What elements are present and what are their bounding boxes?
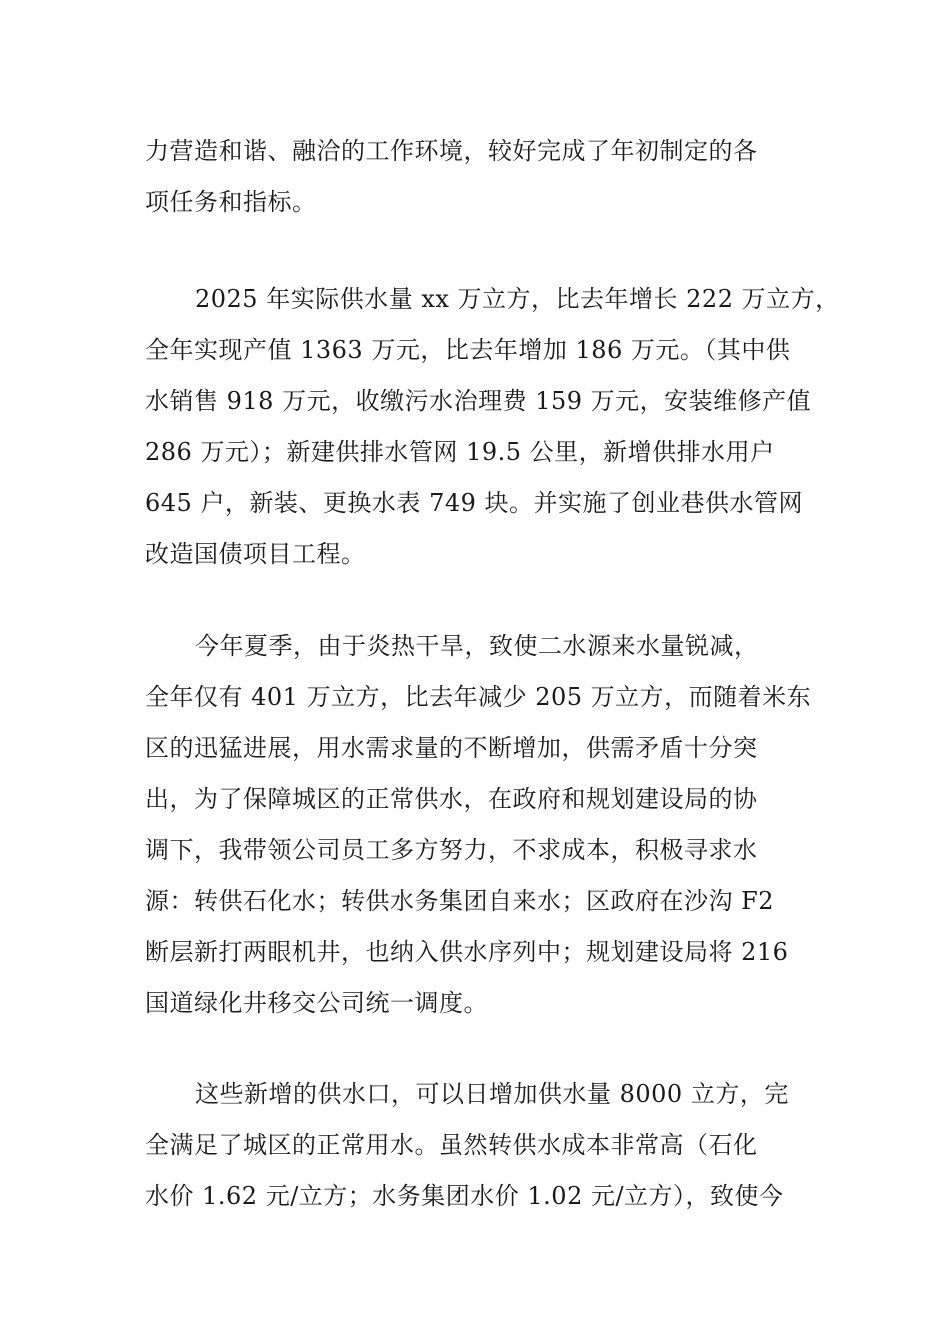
text-line-first: 2025 年实际供水量 xx 万立方，比去年增长 222 万立方， bbox=[195, 285, 840, 313]
text-line-first: 今年夏季，由于炎热干旱，致使二水源来水量锐减， bbox=[195, 632, 759, 660]
text-line: 645 户，新装、更换水表 749 块。并实施了创业巷供水管网 bbox=[145, 489, 804, 517]
text-line: 286 万元）；新建供排水管网 19.5 公里，新增供排水用户 bbox=[145, 438, 775, 466]
text-line: 项任务和指标。 bbox=[145, 188, 317, 216]
text-line: 出，为了保障城区的正常供水，在政府和规划建设局的协 bbox=[145, 785, 758, 813]
text-line: 全年仅有 401 万立方，比去年减少 205 万立方，而随着米东 bbox=[145, 683, 812, 711]
text-line: 源：转供石化水；转供水务集团自来水；区政府在沙沟 F2 bbox=[145, 887, 775, 915]
text-line: 断层新打两眼机井，也纳入供水序列中；规划建设局将 216 bbox=[145, 938, 789, 966]
text-line: 国道绿化井移交公司统一调度。 bbox=[145, 989, 488, 1017]
paragraph-3 bbox=[145, 621, 815, 1029]
text-line: 力营造和谐、融洽的工作环境，较好完成了年初制定的各 bbox=[145, 137, 758, 165]
text-line: 水价 1.62 元/立方；水务集团水价 1.02 元/立方），致使今 bbox=[145, 1182, 784, 1210]
paragraph-2 bbox=[145, 274, 840, 580]
text-line: 区的迅猛进展，用水需求量的不断增加，供需矛盾十分突 bbox=[145, 734, 758, 762]
text-line: 全满足了城区的正常用水。虽然转供水成本非常高（石化 bbox=[145, 1131, 758, 1159]
text-line: 改造国债项目工程。 bbox=[145, 540, 366, 568]
paragraph-4 bbox=[145, 1069, 815, 1222]
paragraph-1 bbox=[145, 126, 815, 228]
text-line: 全年实现产值 1363 万元，比去年增加 186 万元。（其中供 bbox=[145, 336, 791, 364]
text-line-first: 这些新增的供水口，可以日增加供水量 8000 立方，完 bbox=[195, 1080, 789, 1108]
text-line: 调下，我带领公司员工多方努力，不求成本，积极寻求水 bbox=[145, 836, 758, 864]
text-line: 水销售 918 万元，收缴污水治理费 159 万元，安装维修产值 bbox=[145, 387, 812, 415]
